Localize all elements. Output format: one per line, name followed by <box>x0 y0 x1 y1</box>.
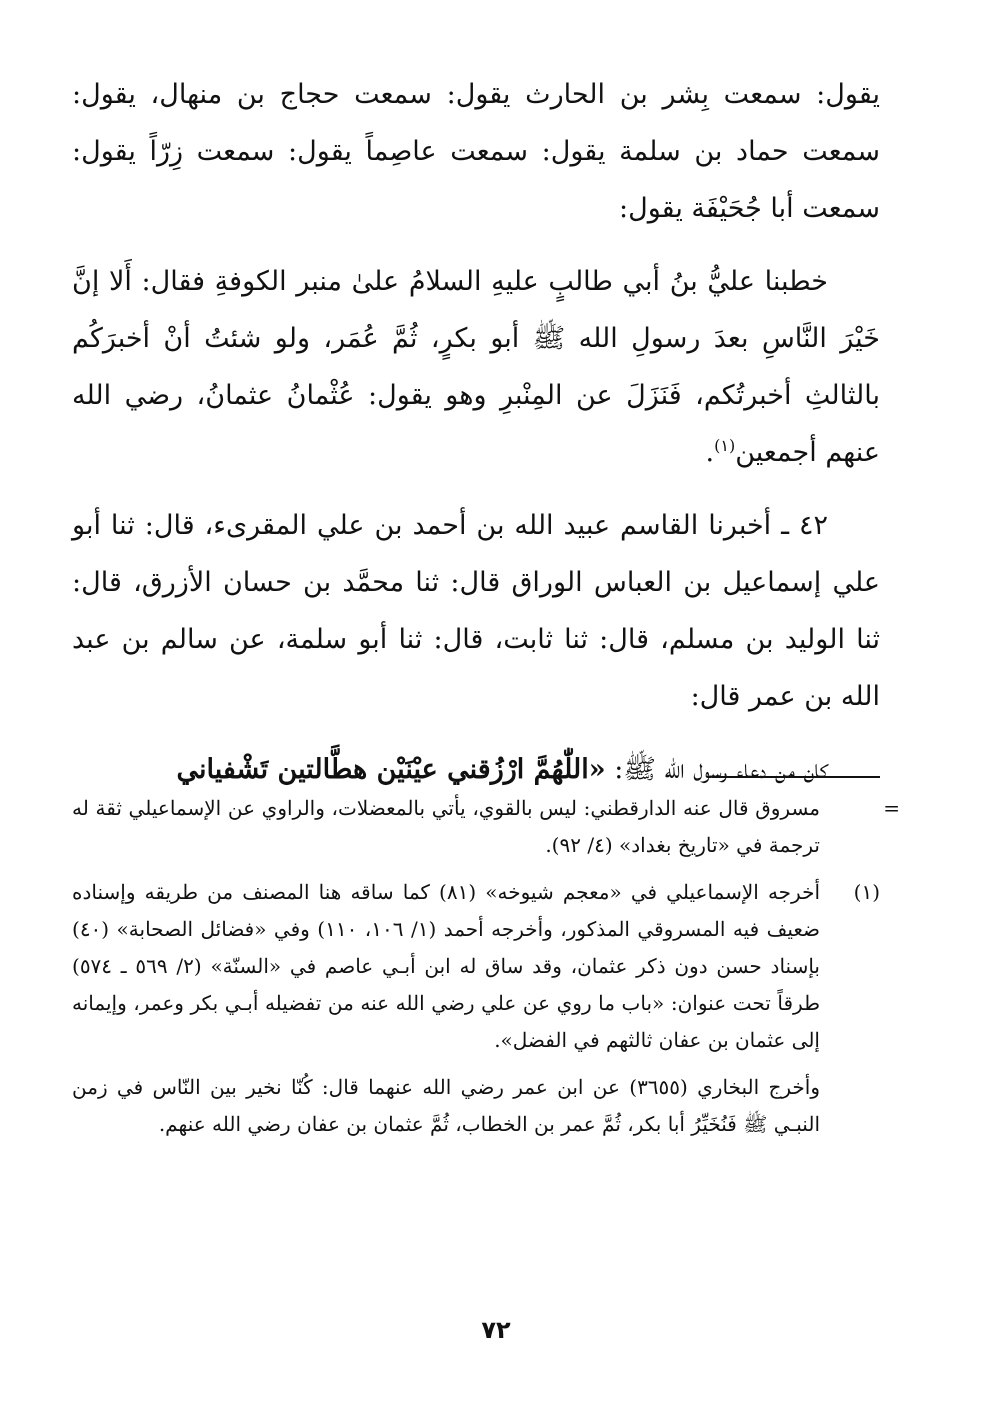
footnote-1 <box>72 874 880 1059</box>
continuation-marker: = <box>883 796 900 820</box>
page-number: ٧٢ <box>481 1316 511 1344</box>
footnote-1-marker: (١) <box>853 880 880 904</box>
footnote-ref-1[interactable]: (١) <box>714 436 736 455</box>
hadith-42-isnad: ٤٢ ـ أخبرنا القاسم عبيد الله بن أحمد بن علي المقرىء، قال: ثنا أبو علي إسماعيل بن العباس الوراق قال: ثنا محمَّد بن حسان الأزرق، قال: ثنا الوليد بن مسلم، قال: ثنا ثابت، قال: ثنا أبو سلمة، عن سالم بن عبد الله بن عمر قال: <box>72 510 880 712</box>
continuation-text: مسروق قال عنه الدارقطني: ليس بالقوي، يأتي بالمعضلات، والراوي عن الإسماعيلي ثقة له ترجمة في «تاريخ بغداد» (٤/ ٩٢). <box>72 796 820 857</box>
isnad-paragraph: يقول: سمعت بِشر بن الحارث يقول: سمعت حجاج بن منهال، يقول: سمعت حماد بن سلمة يقول: سمعت عاصِماً يقول: سمعت زِرّاً يقول: سمعت أبا جُحَيْفَة يقول: <box>72 79 880 224</box>
hadith-intro: كان من دعاء رسول الله ﷺ: <box>614 754 828 785</box>
narration-text: خطبنا عليُّ بنُ أبي طالبٍ عليهِ السلامُ علىٰ منبر الكوفةِ فقال: أَلا إنَّ خَيْرَ النَّاسِ بعدَ رسولِ الله ﷺ أبو بكرٍ، ثُمَّ عُمَر، ولو شئتُ أنْ أخبرَكُم بالثالثِ أخبرتُكم، فَنَزَلَ عن المِنْبرِ وهو يقول: عُثْمانُ عثمانُ، رضي الله عنهم أجمعين <box>72 266 880 468</box>
footnote-continuation <box>72 790 900 864</box>
hadith-quote: «اللّٰهُمَّ ارْزُقني عيْنَيْن هطَّالتين تَشْفياني <box>176 754 606 785</box>
footnote-1-extra: وأخرج البخاري (٣٦٥٥) عن ابن عمر رضي الله عنهما قال: كُنّا نخير بين النّاس في زمن النبـي ﷺ فَنُخَيِّرُ أبا بكر، ثُمَّ عمر بن الخطاب، ثُمَّ عثمان بن عفان رضي الله عنهم. <box>72 1075 820 1136</box>
main-text <box>72 66 880 798</box>
narration-end: . <box>705 437 715 468</box>
footnote-1-text: أخرجه الإسماعيلي في «معجم شيوخه» (٨١) كما ساقه هنا المصنف من طريقه وإسناده ضعيف فيه المسروقي المذكور، وأخرجه أحمد (١/ ١٠٦، ١١٠) وفي «فضائل الصحابة» (٤٠) بإسناد حسن دون ذكر عثمان، وقد ساق له ابن أبـي عاصم في «السنّة» (٢/ ٥٦٩ ـ ٥٧٤) طرقاً تحت عنوان: «باب ما روي عن علي رضي الله عنه من تفضيله أبـي بكر وعمر، وإيمانه إلى عثمان بن عفان ثالثهم في الفضل». <box>72 880 820 1052</box>
footnote-separator <box>712 776 880 778</box>
narration-paragraph <box>72 253 880 481</box>
footnotes <box>72 790 900 1143</box>
